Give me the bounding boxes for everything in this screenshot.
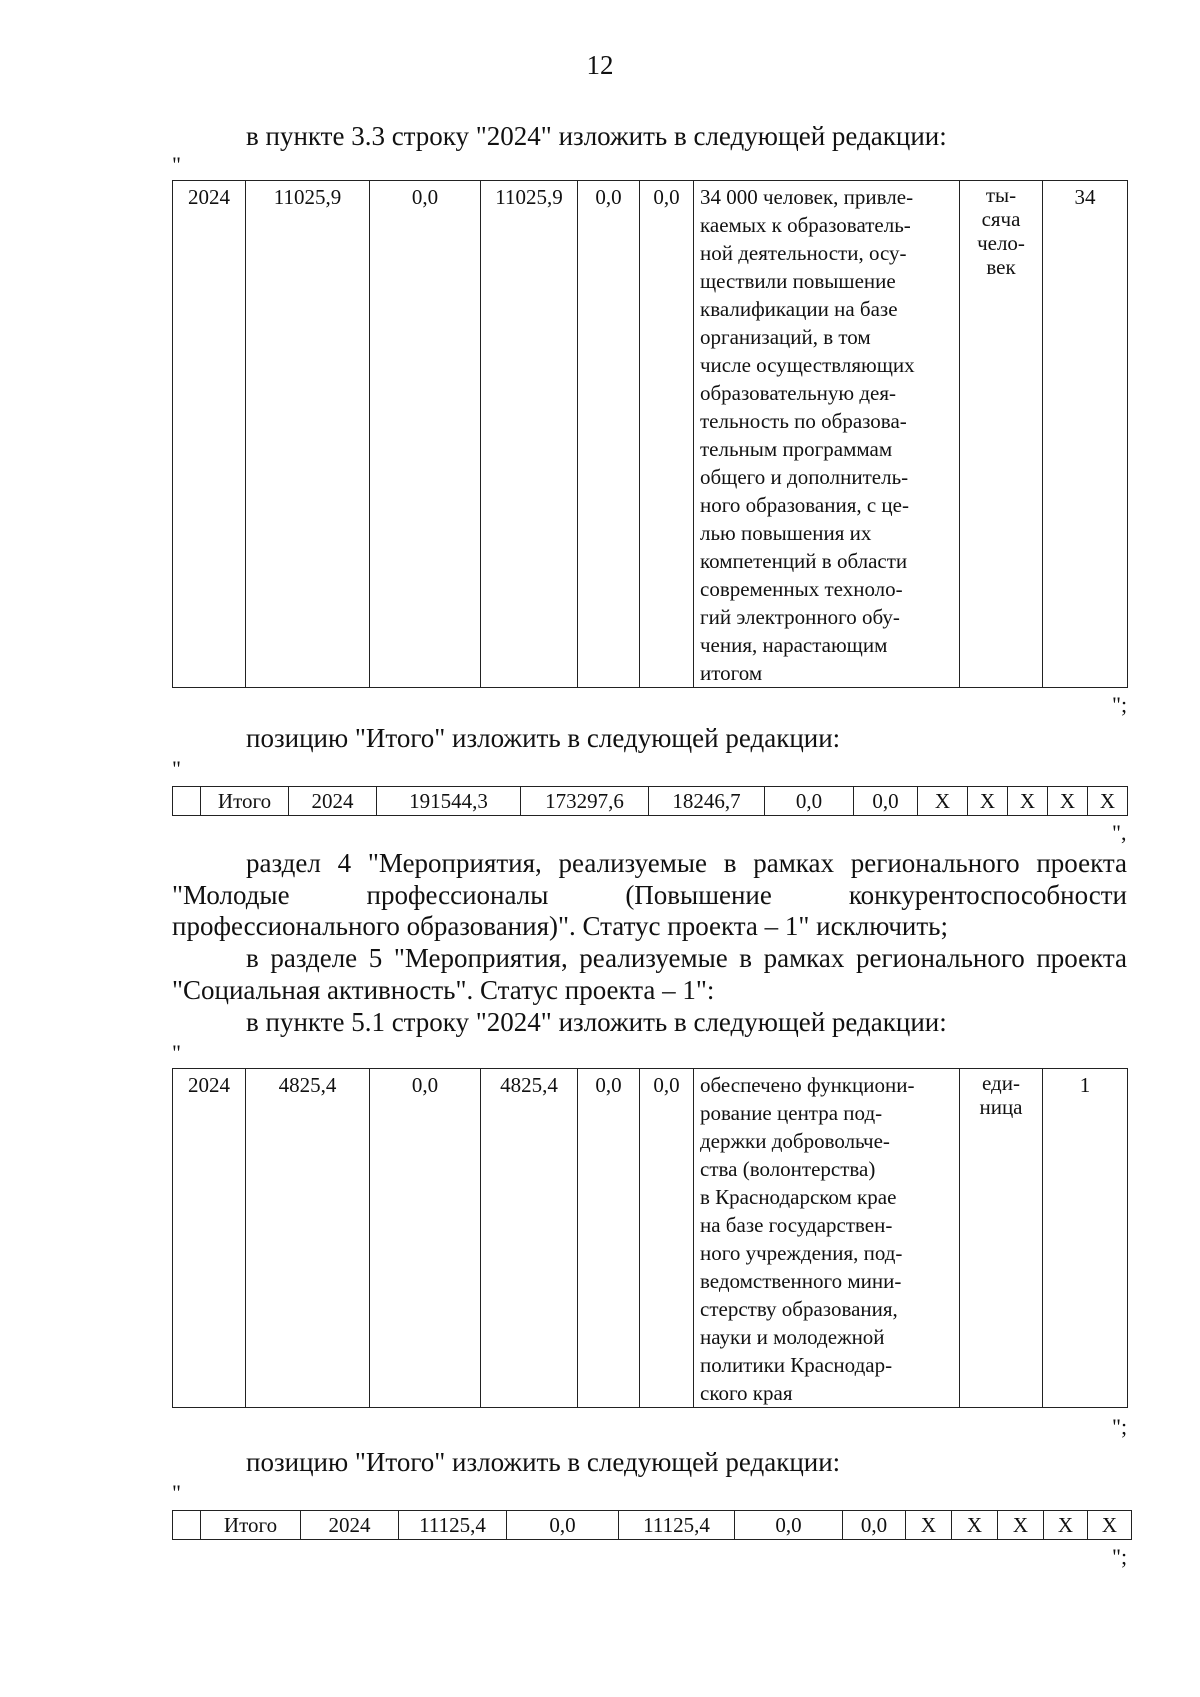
paragraph-section-4 [172,848,1127,943]
desc-line: держки добровольче- [700,1129,890,1153]
open-quote: " [172,756,181,781]
itogo-x: X [1088,787,1128,816]
itogo-x: X [952,1511,998,1540]
desc-line: обеспечено функциони- [700,1073,915,1097]
itogo-v5: 0,0 [854,787,918,816]
itogo-empty-cell [173,1511,201,1540]
desc-line: современных техноло- [700,577,903,601]
cell-description [694,181,960,688]
desc-line: тельным программам [700,437,893,461]
desc-line: итогом [700,661,763,685]
unit-line: чело- [977,231,1025,255]
cell-total: 11025,9 [246,181,370,688]
desc-line: квалификации на базе [700,297,898,321]
itogo-v3: 18246,7 [649,787,765,816]
itogo-x: X [906,1511,952,1540]
cell-year: 2024 [173,1069,246,1408]
cell-year: 2024 [173,181,246,688]
desc-line: ведомственного мини- [700,1269,902,1293]
itogo-v5: 0,0 [843,1511,906,1540]
itogo-empty-cell [173,787,201,816]
intro-3-3: в пункте 3.3 строку "2024" изложить в следующей редакции: [246,121,947,151]
cell-unit [960,181,1043,688]
itogo-table-1 [172,786,1128,816]
desc-line: ного учреждения, под- [700,1241,903,1265]
itogo-v4: 0,0 [735,1511,843,1540]
cell-regional: 11025,9 [481,181,578,688]
itogo-x: X [1008,787,1048,816]
table-5-1 [172,1068,1128,1408]
page-number: 12 [586,50,614,80]
intro-5-1: в пункте 5.1 строку "2024" изложить в следующей редакции: [246,1007,947,1037]
intro-itogo-2: позицию "Итого" изложить в следующей редакции: [246,1447,841,1477]
cell-local: 0,0 [578,181,640,688]
cell-description [694,1069,960,1408]
desc-line: ного образования, с це- [700,493,909,517]
desc-line: 34 000 человек, привле- [700,185,914,209]
desc-line: образовательную дея- [700,381,896,405]
itogo-year: 2024 [301,1511,399,1540]
itogo-year: 2024 [289,787,377,816]
desc-line: науки и молодежной [700,1325,885,1349]
itogo-x: X [1088,1511,1132,1540]
cell-fed: 0,0 [370,1069,481,1408]
itogo-v2: 0,0 [507,1511,619,1540]
cell-total: 4825,4 [246,1069,370,1408]
desc-line: общего и дополнитель- [700,465,909,489]
itogo-x: X [998,1511,1044,1540]
desc-line: числе осуществляющих [700,353,915,377]
itogo-label: Итого [201,787,289,816]
itogo-table-2 [172,1510,1132,1540]
open-quote: " [172,152,181,177]
close-quote: "; [1112,1414,1128,1439]
paragraph-text: раздел 4 "Мероприятия, реализуемые в рамках регионального проекта "Молодые профессионалы (Повышение конкурентоспособности профессионального образования)". Статус проекта – 1" исключить; [172,848,1127,941]
unit-line: еди- [982,1071,1020,1095]
table-3-3 [172,180,1128,688]
cell-other: 0,0 [640,1069,694,1408]
open-quote: " [172,1480,181,1505]
desc-line: на базе государствен- [700,1213,893,1237]
desc-line: рование центра под- [700,1101,883,1125]
itogo-v4: 0,0 [765,787,854,816]
cell-regional: 4825,4 [481,1069,578,1408]
itogo-v1: 11125,4 [399,1511,507,1540]
cell-unit [960,1069,1043,1408]
unit-line: век [986,255,1016,279]
desc-line: ной деятельности, осу- [700,241,907,265]
paragraph-section-5 [172,943,1127,1006]
unit-line: сяча [981,207,1021,231]
desc-line: ского края [700,1381,793,1405]
cell-fed: 0,0 [370,181,481,688]
desc-line: гий электронного обу- [700,605,900,629]
cell-value: 1 [1043,1069,1128,1408]
desc-line: в Краснодарском крае [700,1185,897,1209]
close-quote: ", [1112,820,1127,845]
itogo-x: X [1044,1511,1088,1540]
desc-line: каемых к образователь- [700,213,911,237]
itogo-x: X [918,787,968,816]
desc-line: компетенций в области [700,549,908,573]
itogo-v1: 191544,3 [377,787,521,816]
intro-itogo-1: позицию "Итого" изложить в следующей редакции: [246,723,841,753]
desc-line: лью повышения их [700,521,872,545]
desc-line: политики Краснодар- [700,1353,893,1377]
desc-line: тельность по образова- [700,409,907,433]
open-quote: " [172,1040,181,1065]
paragraph-text: в разделе 5 "Мероприятия, реализуемые в рамках регионального проекта "Социальная активность". Статус проекта – 1": [172,943,1127,1005]
desc-line: стерству образования, [700,1297,898,1321]
desc-line: ществили повышение [700,269,896,293]
itogo-v3: 11125,4 [619,1511,735,1540]
itogo-x: X [1048,787,1088,816]
desc-line: чения, нарастающим [700,633,888,657]
close-quote: "; [1112,1544,1128,1569]
desc-line: ства (волонтерства) [700,1157,876,1181]
close-quote: "; [1112,692,1128,717]
unit-line: ница [979,1095,1023,1119]
cell-value: 34 [1043,181,1128,688]
itogo-v2: 173297,6 [521,787,649,816]
itogo-x: X [968,787,1008,816]
cell-local: 0,0 [578,1069,640,1408]
unit-line: ты- [985,183,1017,207]
itogo-label: Итого [201,1511,301,1540]
cell-other: 0,0 [640,181,694,688]
desc-line: организаций, в том [700,325,871,349]
